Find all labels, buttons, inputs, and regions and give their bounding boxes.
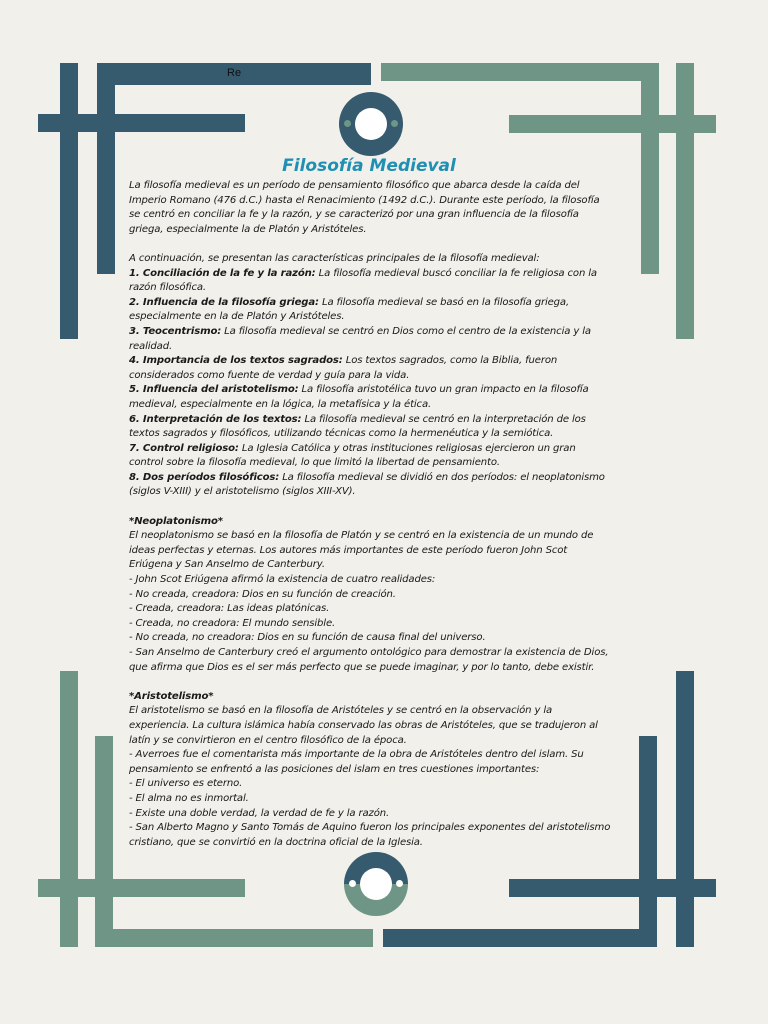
frame-bar xyxy=(97,63,115,274)
item-text: La filosofía medieval se basó en la filosofía griega, especialmente en la de Platón y Aristóteles. xyxy=(129,296,570,323)
item-term: 4. Importancia de los textos sagrados: xyxy=(129,355,343,367)
item-text: La filosofía medieval buscó conciliar la fe religiosa con la razón filosófica. xyxy=(129,267,597,294)
intro-paragraph: La filosofía medieval es un período de pensamiento filosófico que abarca desde la caída del Imperio Romano (476 d.C.) hasta el Renacimiento (1492 d.C.). Durante este período, la filosofía se centró en conciliar la fe y la razón, y se caracterizó por una gran influencia de la filosofía griega, especialmente la de Platón y Aristóteles. xyxy=(129,180,600,235)
section-paragraph: El aristotelismo se basó en la filosofía de Aristóteles y se centró en la observación y la experiencia. La cultura islámica había conservado las obras de Aristóteles, que se tradujeron al latín y se convirtieron en el centro filosófico de la época. xyxy=(129,705,598,746)
section-line: - Existe una doble verdad, la verdad de fe y la razón. xyxy=(129,807,390,819)
frame-bar xyxy=(60,63,78,339)
section-heading: *Aristotelismo* xyxy=(129,690,214,702)
item-term: 6. Interpretación de los textos: xyxy=(129,413,302,425)
section-line: - Averroes fue el comentarista más importante de la obra de Aristóteles dentro del islam. Su pensamiento se enfrentó a las posiciones del islam en tres cuestiones importantes: xyxy=(129,749,584,775)
item-text: La filosofía medieval se dividió en dos períodos: el neoplatonismo (siglos V-XIII) y el aristotelismo (siglos XIII-XV). xyxy=(129,471,605,498)
header-snippet: Re xyxy=(227,67,242,79)
frame-bar xyxy=(509,115,716,133)
frame-bar xyxy=(60,671,78,947)
frame-bar xyxy=(95,929,373,947)
list-item xyxy=(129,471,611,500)
frame-bar xyxy=(38,114,245,132)
page-title: Filosofía Medieval xyxy=(282,156,456,176)
item-text: La filosofía aristotélica tuvo un gran impacto en la filosofía medieval, especialmente en la lógica, la metafísica y la ética. xyxy=(129,384,589,410)
list-intro: A continuación, se presentan las características principales de la filosofía medieval: xyxy=(129,252,540,264)
item-text: La filosofía medieval se centró en la interpretación de los textos sagrados y filosóficos, utilizando técnicas como la hermenéutica y la semiótica. xyxy=(129,413,586,440)
section-line: - Creada, creadora: Las ideas platónicas. xyxy=(129,603,330,615)
frame-bar xyxy=(676,671,694,947)
frame-bar xyxy=(639,736,657,947)
frame-bar xyxy=(383,929,657,947)
item-text: La Iglesia Católica y otras instituciones religiosas ejercieron un gran control sobre la filosofía medieval, lo que limitó la libertad de pensamiento. xyxy=(129,442,576,469)
section-line: - No creada, creadora: Dios en su función de creación. xyxy=(129,588,396,600)
section-line: - San Alberto Magno y Santo Tomás de Aquino fueron los principales exponentes del aristotelismo cristiano, que se convirtió en la doctrina oficial de la Iglesia. xyxy=(129,822,611,848)
list-item xyxy=(129,325,611,354)
document-body xyxy=(129,179,611,850)
section-line: - No creada, no creadora: Dios en su función de causa final del universo. xyxy=(129,632,486,644)
list-item xyxy=(129,354,611,383)
frame-bar xyxy=(641,63,659,274)
frame-bar xyxy=(38,879,245,897)
frame-bar xyxy=(509,879,716,897)
list-item xyxy=(129,442,611,471)
section-paragraph: El neoplatonismo se basó en la filosofía de Platón y se centró en la existencia de un mundo de ideas perfectas y eternas. Los autores más importantes de este período fueron John Scot Eriúgena y San Anselmo de Canterbury. xyxy=(129,530,594,571)
circle-ornament xyxy=(339,92,403,156)
frame-bar xyxy=(95,736,113,947)
list-item xyxy=(129,413,611,442)
item-term: 3. Teocentrismo: xyxy=(129,325,222,337)
frame-bar xyxy=(381,63,659,81)
item-term: 5. Influencia del aristotelismo: xyxy=(129,384,299,396)
section-line: - San Anselmo de Canterbury creó el argumento ontológico para demostrar la existencia de Dios, que afirma que Dios es el ser más perfecto que se puede imaginar, y por lo tanto, debe existir. xyxy=(129,647,609,673)
item-term: 2. Influencia de la filosofía griega: xyxy=(129,296,319,308)
item-term: 8. Dos períodos filosóficos: xyxy=(129,471,280,483)
section-heading: *Neoplatonismo* xyxy=(129,515,223,527)
item-term: 7. Control religioso: xyxy=(129,442,239,454)
list-item xyxy=(129,267,611,296)
section-line: - El alma no es inmortal. xyxy=(129,792,249,804)
circle-ornament xyxy=(344,852,408,916)
section-line: - El universo es eterno. xyxy=(129,778,243,790)
item-text: La filosofía medieval se centró en Dios como el centro de la existencia y la realidad. xyxy=(129,325,591,352)
frame-bar xyxy=(676,63,694,339)
section-line: - John Scot Eriúgena afirmó la existencia de cuatro realidades: xyxy=(129,574,436,586)
list-item xyxy=(129,296,611,325)
item-text: Los textos sagrados, como la Biblia, fueron considerados como fuente de verdad y guía para la vida. xyxy=(129,355,558,381)
section-line: - Creada, no creadora: El mundo sensible. xyxy=(129,617,336,629)
list-item xyxy=(129,383,611,412)
item-term: 1. Conciliación de la fe y la razón: xyxy=(129,267,316,279)
